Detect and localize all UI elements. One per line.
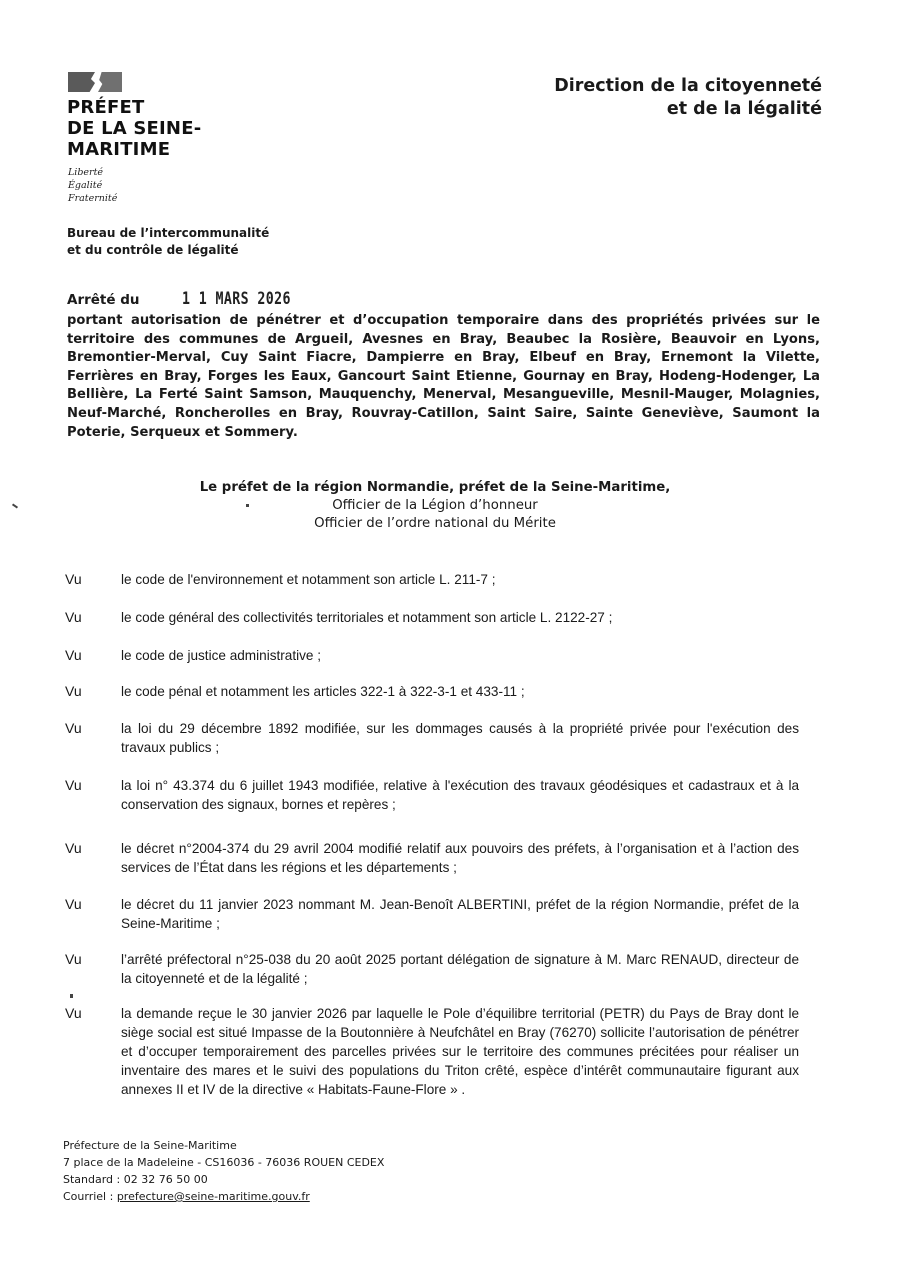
footer-address (63, 1137, 384, 1205)
visa-label: Vu (65, 647, 82, 663)
visa-item (65, 839, 820, 877)
visa-text: le décret n°2004-374 du 29 avril 2004 modifié relatif aux pouvoirs des préfets, à l’organisation et à l’action des services de l’État dans les régions et les départements ; (121, 840, 800, 875)
prefet-line: DE LA SEINE- (67, 118, 202, 139)
visa-text: la loi du 29 décembre 1892 modifiée, sur les dommages causés à la propriété privée pour l'exécution des travaux publics ; (121, 720, 800, 755)
footer-email-link[interactable]: prefecture@seine-maritime.gouv.fr (116, 1190, 310, 1203)
visa-item (65, 776, 820, 814)
prefet-signatory-distinction: Officier de la Légion d’honneur (332, 498, 538, 513)
devise-line: Égalité (68, 180, 103, 191)
direction-line: Direction de la citoyenneté (554, 76, 822, 96)
arrete-title-line (67, 289, 321, 309)
logo-red-block (98, 72, 122, 92)
scan-mark (70, 994, 73, 998)
visa-label: Vu (65, 777, 82, 793)
visa-item (65, 719, 820, 757)
prefet-signatory-distinction: Officier de l’ordre national du Mérite (314, 516, 556, 531)
visa-text: le code de justice administrative ; (121, 647, 322, 663)
visa-item (65, 608, 820, 627)
visa-item (65, 646, 820, 665)
visa-label: Vu (65, 683, 82, 699)
visa-label: Vu (65, 951, 82, 967)
bureau-heading (67, 225, 269, 259)
visa-text: la demande reçue le 30 janvier 2026 par laquelle le Pole d’équilibre territorial (PETR) du Pays de Bray dont le siège social est situé Impasse de la Boutonnière à Neufchâtel en Bray (76270) sollicite l’autorisation de pénétrer et d’occuper temporairement des parcelles privées sur le territoire des communes précitées pour réaliser un inventaire des mares et le suivi des populations du Triton crêté, espèce d’intérêt communautaire figurant aux annexes II et IV de la directive « Habitats-Faune-Flore » . (121, 1005, 800, 1097)
bureau-line: et du contrôle de légalité (67, 243, 239, 257)
logo-blue-block (68, 72, 95, 92)
footer-email-label: Courriel : (63, 1190, 117, 1203)
arrete-object: portant autorisation de pénétrer et d’occupation temporaire dans des propriétés privées sur le territoire des communes de Argueil, Avesnes en Bray, Beaubec la Rosière, Beauvoir en Lyons, Bremontier-Merval, Cuy Saint Fiacre, Dampierre en Bray, Elbeuf en Bray, Ernemont la Vilette, Ferrières en Bray, Forges les Eaux, Gancourt Saint Etienne, Gournay en Bray, Hodeng-Hodenger, La Bellière, La Ferté Saint Samson, Mauquenchy, Menerval, Mesangueville, Mesnil-Mauger, Molagnies, Neuf-Marché, Roncherolles en Bray, Rouvray-Catillon, Saint Saire, Sainte Geneviève, Saumont la Poterie, Serqueux et Sommery. (67, 313, 820, 440)
footer-name: Préfecture de la Seine-Maritime (63, 1139, 237, 1152)
visa-label: Vu (65, 720, 82, 736)
visa-text: le code de l'environnement et notamment son article L. 211-7 ; (121, 571, 496, 587)
devise-line: Fraternité (68, 193, 118, 204)
visa-text: le code général des collectivités territoriales et notamment son article L. 2122-27 ; (121, 609, 613, 625)
visa-text: la loi n° 43.374 du 6 juillet 1943 modifiée, relative à l'exécution des travaux géodésiques et cadastraux et à la conservation des signaux, bornes et repères ; (121, 777, 800, 812)
date-stamp: 1 1 MARS 2026 (181, 289, 291, 309)
visa-text: l’arrêté préfectoral n°25-038 du 20 août 2025 portant délégation de signature à M. Marc RENAUD, directeur de la citoyenneté et de la légalité ; (121, 951, 800, 986)
visa-item (65, 950, 820, 988)
prefet-signatory-block (0, 479, 870, 533)
visa-item (65, 895, 820, 933)
footer-email (63, 1188, 384, 1205)
prefet-title (67, 97, 201, 160)
devise-line: Liberté (68, 167, 104, 178)
prefet-line: PRÉFET (67, 97, 145, 118)
visa-label: Vu (65, 840, 82, 856)
visa-label: Vu (65, 1005, 82, 1021)
bureau-line: Bureau de l’intercommunalité (67, 226, 270, 240)
visa-item (65, 1004, 820, 1099)
devise (68, 166, 117, 205)
scan-mark (246, 504, 249, 507)
visa-label: Vu (65, 896, 82, 912)
visa-item (65, 570, 820, 589)
visa-item (65, 682, 820, 701)
direction-heading (554, 75, 822, 121)
footer-phone (63, 1171, 384, 1188)
arrete-label: Arrêté du (67, 292, 140, 308)
footer-phone-label: Standard : (63, 1173, 124, 1186)
visa-text: le décret du 11 janvier 2023 nommant M. Jean-Benoît ALBERTINI, préfet de la région Normandie, préfet de la Seine-Maritime ; (121, 896, 800, 931)
footer-address-line: 7 place de la Madeleine - CS16036 - 76036 ROUEN CEDEX (63, 1156, 385, 1169)
marianne-logo-icon (68, 72, 122, 92)
prefet-signatory-title: Le préfet de la région Normandie, préfet de la Seine-Maritime, (199, 480, 671, 495)
footer-phone-number: 02 32 76 50 00 (123, 1173, 208, 1186)
prefet-line: MARITIME (67, 139, 171, 160)
visa-label: Vu (65, 609, 82, 625)
visa-label: Vu (65, 571, 82, 587)
direction-line: et de la légalité (666, 99, 822, 119)
visa-text: le code pénal et notamment les articles 322-1 à 322-3-1 et 433-11 ; (121, 683, 525, 699)
